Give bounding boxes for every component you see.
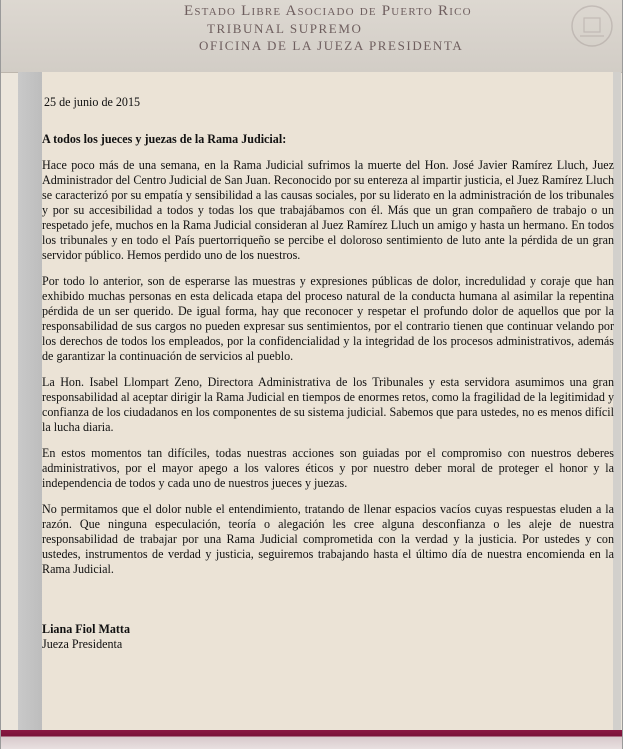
letterhead-line-court: TRIBUNAL SUPREMO [207,21,363,36]
court-seal-icon [562,2,614,50]
letter-paragraph-1: Hace poco más de una semana, en la Rama Judicial sufrimos la muerte del Hon. José Javier Ramírez Lluch, Juez Administrador del Centro Judicial de San Juan. Reconocido por su entereza al impartir justicia, el Juez Ramírez Lluch se caracterizó por su empatía y sensibilidad a las causas sociales, por su liderato en la administración de los tribunales y por su accesibilidad a todos y todas los que trabajábamos con él. Más que un gran compañero de trabajo o un respetado jefe, muchos en la Rama Judicial consideran al Juez Ramírez Lluch un amigo y hasta un hermano. En todos los tribunales y en todo el País puertorriqueño se percibe el doloroso sentimiento de luto ante la pérdida de un gran servidor público. Hemos perdido uno de los nuestros. [42,158,614,262]
letter-paragraph-3: La Hon. Isabel Llompart Zeno, Directora Administrativa de los Tribunales y esta servidora asumimos una gran responsabilidad al aceptar dirigir la Rama Judicial en tiempos de enormes retos, como la fragilidad de la legitimidad y confianza de los ciudadanos en los componentes de su sistema judicial. Sabemos que para ustedes, no es menos difícil la lucha diaria. [42,375,614,434]
right-margin-bar [613,72,621,730]
letterhead [1,0,622,73]
signature-title: Jueza Presidenta [42,637,123,651]
signature-name: Liana Fiol Matta [42,622,131,636]
footer-band [1,730,622,749]
letter-date: 25 de junio de 2015 [44,95,141,109]
left-margin-bar [18,72,42,730]
letterhead-line-office: OFICINA DE LA JUEZA PRESIDENTA [199,38,464,53]
letter-paragraph-2: Por todo lo anterior, son de esperarse las muestras y expresiones públicas de dolor, incredulidad y coraje que han exhibido muchas personas en esta delicada etapa del proceso natural de la conducta humana al asimilar la repentina pérdida de un ser querido. De igual forma, hay que reconocer y respetar el profundo dolor de aquellos que por la responsabilidad de sus cargos no pueden expresar sus sentimientos, por el contrario tienen que continuar velando por los derechos de todos los empleados, por la confidencialidad y la integridad de los procesos administrativos, además de garantizar la continuación de servicios al pueblo. [42,274,614,363]
letter-salutation: A todos los jueces y juezas de la Rama Judicial: [42,132,287,146]
letterhead-line-government: Estado Libre Asociado de Puerto Rico [184,3,472,19]
letter-body [42,95,614,652]
window-frame-left [0,0,1,749]
letter-paragraph-4: En estos momentos tan difíciles, todas nuestras acciones son guiadas por el compromiso con nuestros deberes administrativos, por el mayor apego a los valores éticos y por nuestro deber moral de proteger el honor y la independencia de todos y cada uno de nuestros jueces y juezas. [42,446,614,490]
letter-paragraph-5: No permitamos que el dolor nuble el entendimiento, tratando de llenar espacios vacíos cuyas respuestas eluden a la razón. Que ninguna especulación, teoría o alegación les cree alguna desconfianza o les aleje de nuestra responsabilidad de trabajar por una Rama Judicial comprometida con la verdad y la justicia. Por ustedes y con ustedes, instrumentos de verdad y justicia, seguiremos trabajando hasta el último día de nuestra encomienda en la Rama Judicial. [42,502,614,576]
